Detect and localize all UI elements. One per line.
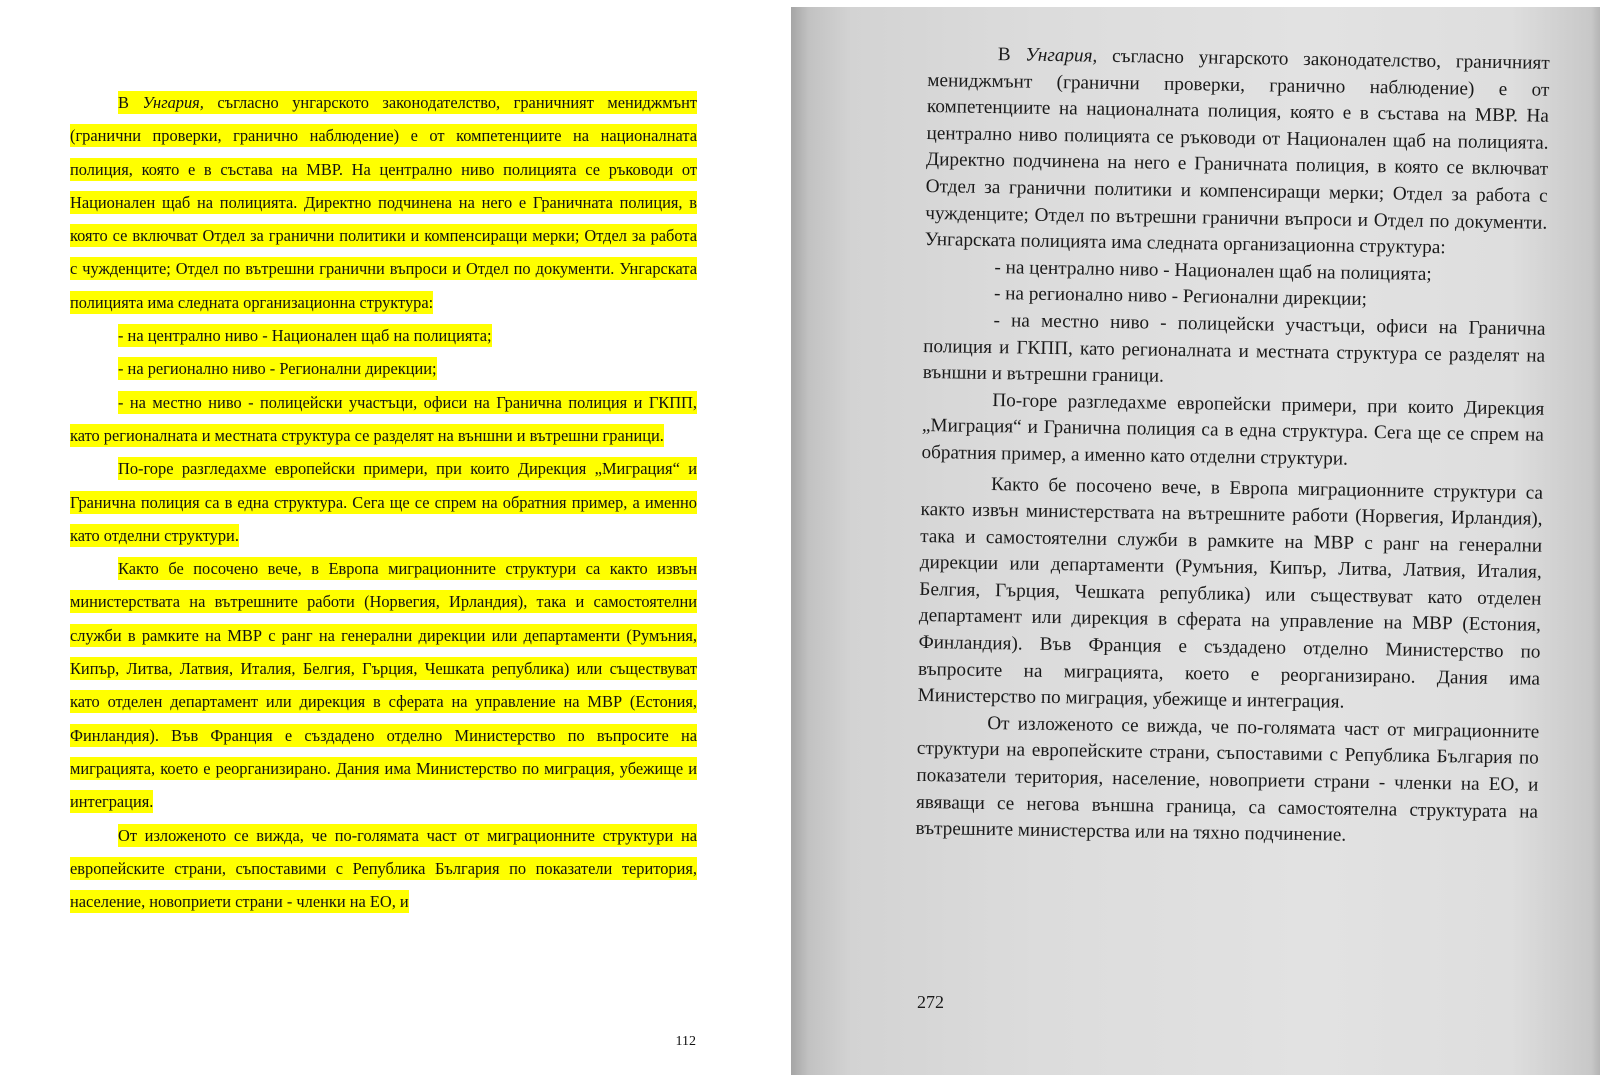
left-paragraph-conclusion [70,819,697,919]
left-page-text [70,86,697,918]
right-page-number: 272 [917,992,944,1012]
left-list-item-regional [70,352,697,385]
left-paragraph-examples [70,452,697,552]
right-paragraph-lead: В [997,44,1026,66]
right-paragraph-body: съгласно унгарското законодателство, граничният мениджмънт (гранични проверки, гранично наблюдение) е от компетенциите на националната полиция, която е в състава на МВР. На централно ниво полицията се ръководи от Национален щаб на полицията. Директно подчинена на него е Граничната полиция, в която се включват Отдел за гранични политики и компенсиращи мерки; Отдел за работа с чужденците; Отдел по вътрешни гранични въпроси и Отдел по документи. Унгарската полицията има следната организационна структура: [924,45,1550,259]
left-paragraph-hungary [70,86,697,319]
left-paragraph-text: От изложеното се вижда, че по-голямата част от миграционните структури на европейските страни, съпоставими с Република България по показатели територия, население, новоприети страни - членки на ЕО, и [70,825,697,912]
left-paragraph-text: По-горе разгледахме европейски примери, при които Дирекция „Миграция“ и Гранична полиция са в една структура. Сега ще се спрем на обратния пример, а именно като отделни структури. [70,459,697,545]
right-paragraph-conclusion: От изложеното се вижда, че по-голямата част от миграционните структури на европейските страни, съпоставими с Република България по показатели територия, население, новоприети страни - членки на ЕО, и явяващи се негова външна граница, са самостоятелна структурата на вътрешните министерства или на тяхно подчинение. [915,712,1540,846]
left-list-item-text: - на регионално ниво - Регионални дирекции; [118,359,437,379]
right-paragraph-emphasis: Унгария, [1025,44,1098,67]
right-page-text [915,41,1550,852]
left-list-item-text: - на местно ниво - полицейски участъци, офиси на Гранична полиция и ГКПП, като регионалната и местната структура се разделят на външни и вътрешни граници. [70,392,697,445]
left-paragraph-lead: В [118,93,143,112]
right-page-scan [791,7,1600,1075]
right-list-item-regional: - на регионално ниво - Регионални дирекции; [993,283,1368,311]
right-paragraph-examples: По-горе разгледахме европейски примери, при които Дирекция „Миграция“ и Гранична полиция са в една структура. Сега ще се спрем на обратния пример, а именно като отделни структури. [921,389,1545,470]
right-list-item-central: - на централно ниво - Национален щаб на полицията; [994,256,1432,285]
right-list-item-local: - на местно ниво - полицейски участъци, офиси на Гранична полиция и ГКПП, като регионалната и местната структура се разделят на външни и вътрешни граници. [922,310,1546,387]
left-page [0,0,790,1075]
left-paragraph-europe [70,552,697,818]
left-list-item-local [70,386,697,453]
left-paragraph-text: Както бе посочено вече, в Европа миграционните структури са както извън министерствата на вътрешните работи (Норвегия, Ирландия), така и самостоятелни служби в рамките на МВР с ранг на генерални дирекции или департаменти (Румъния, Кипър, Литва, Латвия, Италия, Белгия, Гърция, Чешката република) или съществуват като отделен департамент или дирекция в сферата на управление на МВР (Естония, Финландия). Във Франция е създадено отделно Министерство по въпросите на миграцията, което е реорганизирано. Дания има Министерство по миграция, убежище и интеграция. [70,559,697,812]
left-paragraph-body: съгласно унгарското законодателство, граничният мениджмънт (гранични проверки, гранично наблюдение) е от компетенциите на националната полиция, която е в състава на МВР. На централно ниво полицията се ръководи от Национален щаб на полицията. Директно подчинена на него е Граничната полиция, в която се включват Отдел за гранични политики и компенсиращи мерки; Отдел за работа с чужденците; Отдел по вътрешни гранични въпроси и Отдел по документи. Унгарската полицията има следната организационна структура: [70,93,698,312]
left-paragraph-emphasis: Унгария, [142,93,204,112]
left-list-item-text: - на централно ниво - Национален щаб на полицията; [118,326,492,346]
left-page-number: 112 [675,1034,696,1049]
left-list-item-central [70,319,697,352]
right-paragraph-hungary [925,41,1550,263]
right-paragraph-europe: Както бе посочено вече, в Европа миграционните структури са както извън министерствата на вътрешните работи (Норвегия, Ирландия), така и самостоятелни служби в рамките на МВР с ранг на генерални дирекции или департаменти (Румъния, Кипър, Литва, Латвия, Италия, Белгия, Гърция, Чешката република) или съществуват като отделен департамент или дирекция в сферата на управление на МВР (Естония, Финландия). Във Франция е създадено отделно Министерство по въпросите на миграцията, което е реорганизирано. Дания има Министерство по миграция, убежище и интеграция. [917,473,1544,713]
